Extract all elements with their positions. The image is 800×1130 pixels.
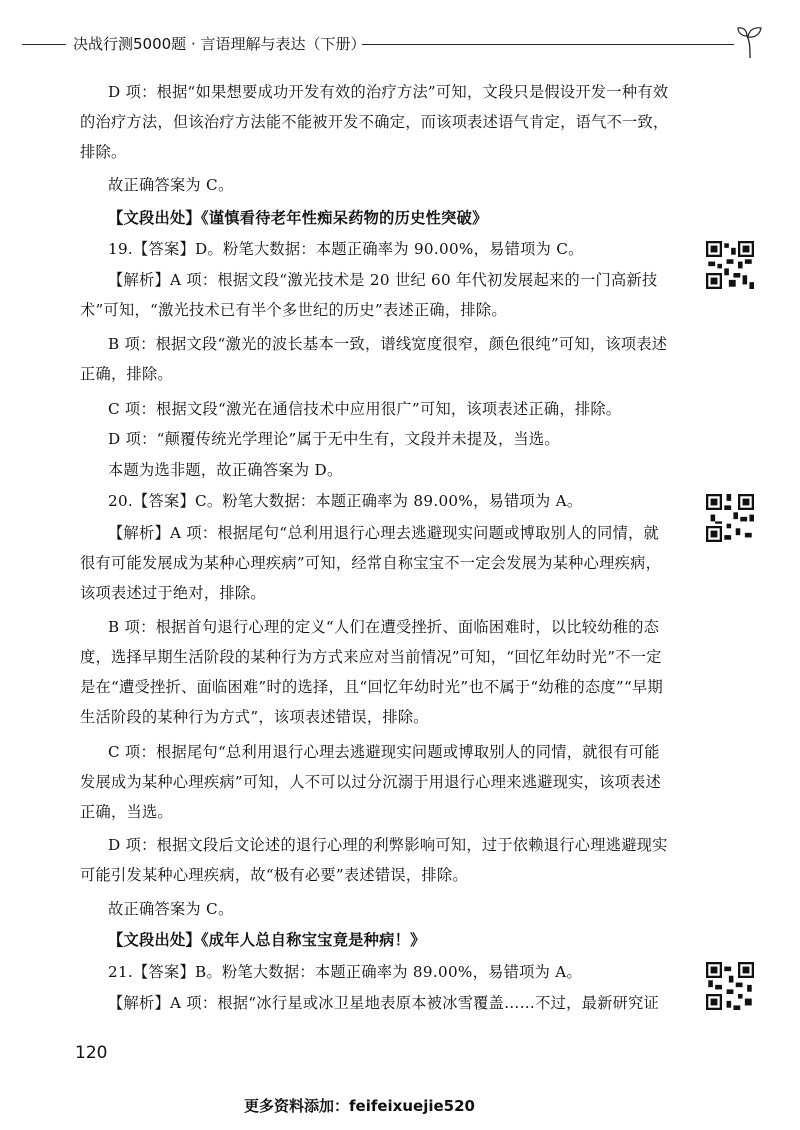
answer-19: 本题为选非题，故正确答案为 D。 bbox=[108, 461, 343, 479]
analysis-21-a: 【解析】A 项：根据“冰行星或冰卫星地表原本被冰雪覆盖……不过，最新研究证 bbox=[108, 994, 660, 1012]
analysis-20-c: C 项：根据尾句“总利用退行心理去逃避现实问题或博取别人的同情，就很有可能发展成为某种心理疾病”可知，人不可以过分沉溺于用退行心理来逃避现实，该项表述正确，当选。 bbox=[80, 743, 662, 821]
qr-code-icon[interactable] bbox=[706, 494, 754, 542]
running-header bbox=[0, 30, 800, 60]
question-19-answer: 19.【答案】D。粉笔大数据：本题正确率为 90.00%，易错项为 C。 bbox=[108, 240, 584, 258]
analysis-19-c: C 项：根据文段“激光在通信技术中应用很广”可知，该项表述正确，排除。 bbox=[108, 400, 622, 418]
answer-20: 故正确答案为 C。 bbox=[108, 900, 234, 918]
sprout-icon bbox=[735, 20, 765, 60]
source-18: 【文段出处】《谨慎看待老年性痴呆药物的历史性突破》 bbox=[108, 209, 488, 227]
analysis-19-d: D 项：“颠覆传统光学理论”属于无中生有，文段并未提及，当选。 bbox=[108, 430, 560, 448]
header-rule-left bbox=[22, 44, 66, 45]
analysis-20-a: 【解析】A 项：根据尾句“总利用退行心理去逃避现实问题或博取别人的同情，就很有可能发展成为某种心理疾病”可知，经常自称宝宝不一定会发展为某种心理疾病，该项表述过于绝对，排除。 bbox=[80, 524, 662, 602]
qr-code-icon[interactable] bbox=[706, 241, 754, 289]
footer-note: 更多资料添加：feifeixuejie520 bbox=[244, 1097, 475, 1115]
analysis-19-b: B 项：根据文段“激光的波长基本一致，谱线宽度很窄，颜色很纯”可知，该项表述正确，排除。 bbox=[80, 335, 668, 383]
header-rule-right bbox=[362, 44, 734, 45]
analysis-19-a: 【解析】A 项：根据文段“激光技术是 20 世纪 60 年代初发展起来的一门高新技术”可知，“激光技术已有半个多世纪的历史”表述正确，排除。 bbox=[80, 271, 658, 319]
analysis-20-d: D 项：根据文段后文论述的退行心理的利弊影响可知，过于依赖退行心理逃避现实可能引发某种心理疾病，故“极有必要”表述错误，排除。 bbox=[80, 836, 668, 884]
book-title: 决战行测5000题 · 言语理解与表达（下册） bbox=[73, 35, 366, 53]
question-20-answer: 20.【答案】C。粉笔大数据：本题正确率为 89.00%，易错项为 A。 bbox=[108, 492, 583, 510]
source-20: 【文段出处】《成年人总自称宝宝竟是种病！》 bbox=[108, 931, 426, 949]
analysis-20-b: B 项：根据首句退行心理的定义“人们在遭受挫折、面临困难时，以比较幼稚的态度，选择早期生活阶段的某种行为方式来应对当前情况”可知，“回忆年幼时光”不一定是在“遭受挫折、面临困难”时的选择，且“回忆年幼时光”也不属于“幼稚的态度”“早期生活阶段的某种行为方式”，该项表述错误，排除。 bbox=[80, 618, 664, 726]
paragraph-d-option-18: D 项：根据“如果想要成功开发有效的治疗方法”可知，文段只是假设开发一种有效的治疗方法，但该治疗方法能不能被开发不确定，而该项表述语气肯定，语气不一致，排除。 bbox=[80, 83, 669, 161]
answer-18: 故正确答案为 C。 bbox=[108, 176, 234, 194]
question-21-answer: 21.【答案】B。粉笔大数据：本题正确率为 89.00%，易错项为 A。 bbox=[108, 963, 582, 981]
qr-code-icon[interactable] bbox=[706, 962, 754, 1010]
page-number: 120 bbox=[75, 1043, 108, 1063]
